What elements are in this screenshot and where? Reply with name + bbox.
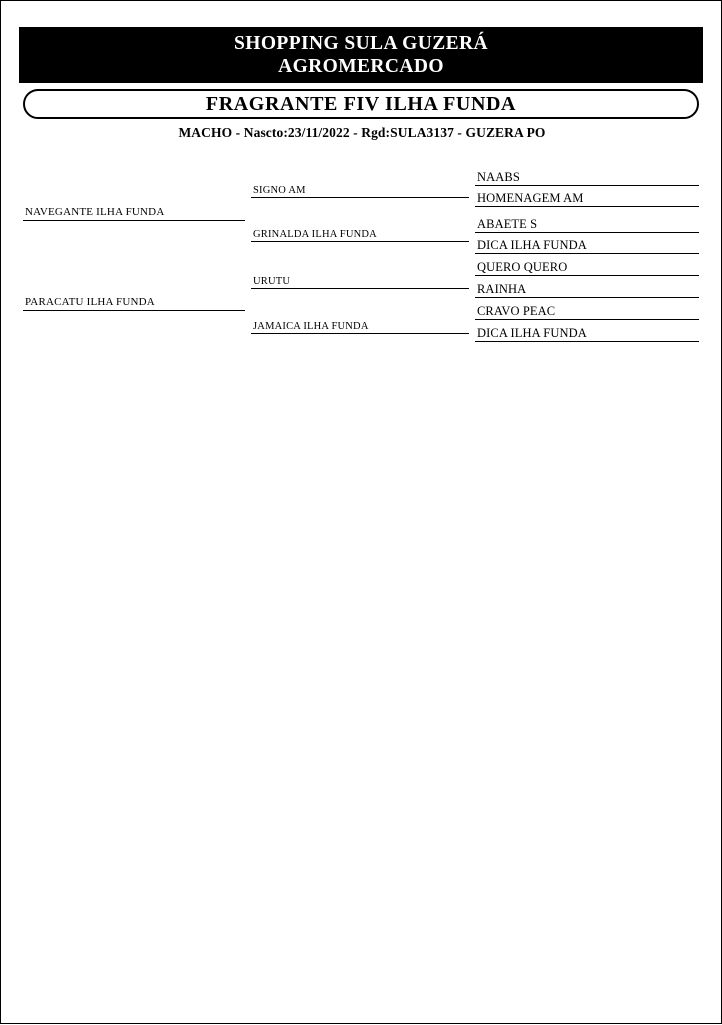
pedigree-node-gen3-4 [475,237,699,254]
pedigree-node-label: RAINHA [477,281,527,296]
pedigree-node-label: SIGNO AM [253,184,306,196]
pedigree-node-label: JAMAICA ILHA FUNDA [253,320,369,332]
animal-details: MACHO - Nascto:23/11/2022 - Rgd:SULA3137 - GUZERA PO [178,125,546,140]
farm-name-line-2: AGROMERCADO [278,56,444,77]
pedigree-node-dam [23,294,245,311]
pedigree-node-label: PARACATU ILHA FUNDA [25,296,155,309]
pedigree-node-gen3-3 [475,216,699,233]
pedigree-node-gen2-3 [251,272,469,289]
pedigree-chart [1,1,722,1025]
pedigree-node-label: CRAVO PEAC [477,303,556,318]
pedigree-node-gen2-4 [251,317,469,334]
pedigree-node-gen3-1 [475,169,699,186]
pedigree-node-label: GRINALDA ILHA FUNDA [253,228,377,240]
pedigree-node-gen3-5 [475,259,699,276]
pedigree-node-label: DICA ILHA FUNDA [477,325,587,340]
pedigree-node-label: DICA ILHA FUNDA [477,237,587,252]
pedigree-node-label: ABAETE S [477,216,538,231]
pedigree-node-label: HOMENAGEM AM [477,190,584,205]
pedigree-node-gen2-1 [251,181,469,198]
pedigree-node-label: NAVEGANTE ILHA FUNDA [25,206,165,219]
pedigree-node-gen3-8 [475,325,699,342]
pedigree-node-gen3-2 [475,190,699,207]
pedigree-node-gen3-7 [475,303,699,320]
pedigree-node-label: QUERO QUERO [477,259,568,274]
pedigree-node-sire [23,204,245,221]
pedigree-node-gen3-6 [475,281,699,298]
pedigree-node-label: NAABS [477,169,520,184]
animal-name: FRAGRANTE FIV ILHA FUNDA [205,92,517,115]
farm-name-line-1: SHOPPING SULA GUZERÁ [234,33,488,54]
pedigree-node-label: URUTU [253,275,291,287]
pedigree-node-gen2-2 [251,225,469,242]
